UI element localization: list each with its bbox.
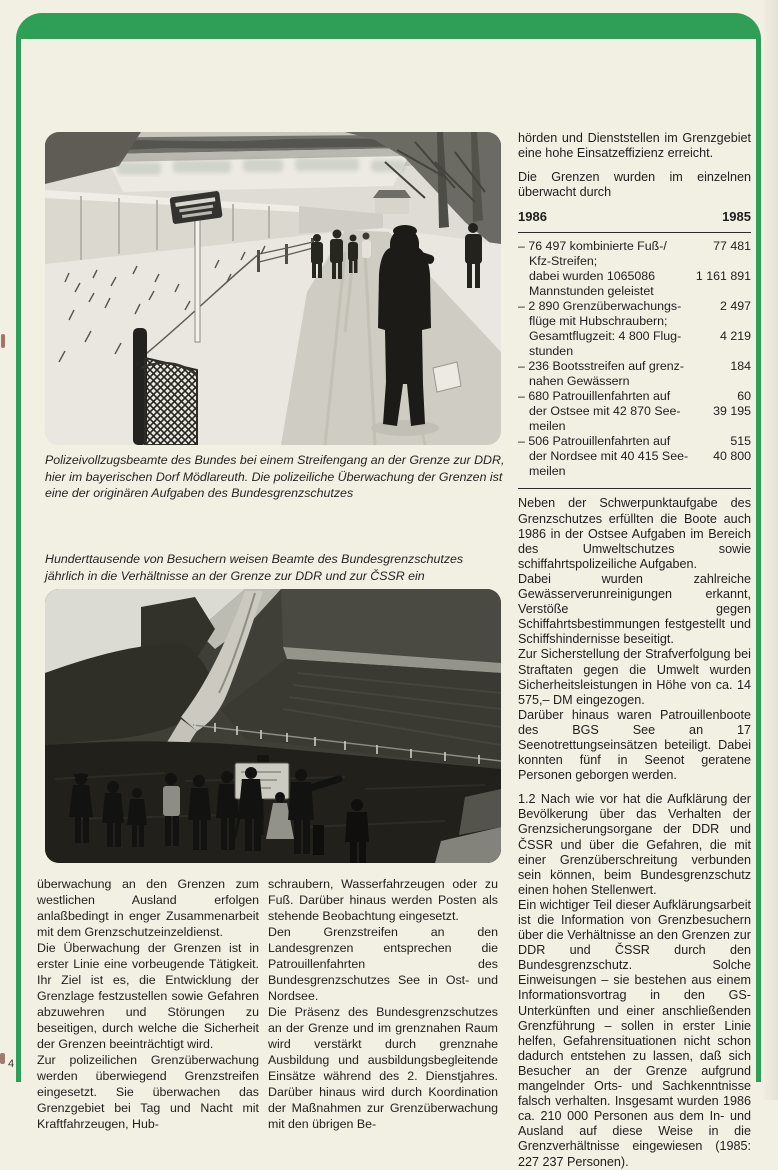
right-column <box>518 131 751 1170</box>
table-row <box>518 449 751 464</box>
photo2-caption: Hunderttausende von Besuchern weisen Beamte des Bundesgrenzschutzes jährlich in die Verhältnisse an der Grenze zur DDR und zur ČSSR ein <box>45 552 464 583</box>
paragraph: Neben der Schwerpunktaufgabe des Grenzschutzes erfüllten die Boote auch 1986 in der Ostsee Aufgaben im Bereich des Umweltschutzes sowie schiffahrtspolizeiliche Aufgaben. <box>518 496 751 571</box>
table-row <box>518 389 751 404</box>
page-number: 4 <box>8 1058 15 1070</box>
table-rule-bottom <box>518 488 751 489</box>
paragraph: Die Präsenz des Bundesgrenzschutzes an der Grenze und im grenznahen Raum wird verstärkt durch grenznahe Ausbildung und ausbildungsbegleitende Einsätze während des 2. Dienstjahres. Darüber hinaus wird durch Koordination der Maßnahmen zur Grenzüberwachung mit den übrigen Be- <box>268 1005 498 1131</box>
table-cell-1986: – 506 Patrouillenfahrten auf <box>518 434 671 449</box>
year-1986-label: 1986 <box>518 209 547 225</box>
paragraph: Darüber hinaus waren Patrouillenboote des BGS See an 17 Seenotrettungseinsätzen beteiligt. Dabei konnten fünf in Seenot geratene Personen geborgen werden. <box>518 707 751 783</box>
table-row <box>518 329 751 344</box>
distant-figures <box>311 230 358 280</box>
table-row <box>518 359 751 374</box>
table-row <box>518 269 751 284</box>
paragraph: überwachung an den Grenzen zum westlichen Ausland erfolgen anlaßbedingt in enger Zusammenarbeit mit dem Grenzschutzeinzeldienst. <box>37 877 259 939</box>
table-cell-1986: – 76 497 kombinierte Fuß-/ <box>518 239 667 254</box>
table-cell-1986: meilen <box>529 464 566 479</box>
table-year-header <box>518 209 751 224</box>
table-row <box>518 344 751 359</box>
table-row <box>518 374 751 389</box>
photo-border-visitors <box>45 589 501 863</box>
table-cell-1986: der Ostsee mit 42 870 See- <box>529 404 681 419</box>
paragraph: 1.2 Nach wie vor hat die Aufklärung der Bevölkerung über das Verhalten der Grenzsicherungsorgane der DDR und ČSSR und über die Gefahren, die mit einer Grenzüberschreitung verbunden sein können, beim Bundesgrenzschutz einen hohen Stellenwert. <box>518 792 751 897</box>
scan-artifact <box>1 334 5 348</box>
paragraph: Dabei wurden zahlreiche Gewässerverunreinigungen erkannt, Verstöße gegen Schiffahrtsbestimmungen festgestellt und Schiffshindernisse beseitigt. <box>518 571 751 647</box>
table-cell-1986: Mannstunden geleistet <box>529 284 654 299</box>
table-cell-1985: 77 481 <box>713 239 751 254</box>
paragraph: hörden und Dienststellen im Grenzgebiet eine hohe Einsatzeffizienz erreicht. <box>518 131 751 161</box>
table-row <box>518 314 751 329</box>
year-1985-label: 1985 <box>722 209 751 225</box>
paragraph: Zur Sicherstellung der Strafverfolgung bei Straftaten gegen die Umwelt wurden Sicherheitsleistungen in Höhe von ca. 14 575,– DM eingezogen. <box>518 647 751 707</box>
mesh-fence <box>145 358 197 445</box>
table-cell-1985 <box>701 254 751 269</box>
table-cell-1986: flüge mit Hubschraubern; <box>529 314 668 329</box>
table-cell-1985 <box>701 344 751 359</box>
table-row <box>518 299 751 314</box>
table-cell-1986: – 680 Patrouillenfahrten auf <box>518 389 671 404</box>
sign-post <box>195 220 200 342</box>
table-cell-1986: stunden <box>529 344 574 359</box>
table-cell-1986: – 2 890 Grenzüberwachungs- <box>518 299 682 314</box>
table-row <box>518 239 751 254</box>
sea-duties-paragraphs <box>518 496 751 783</box>
table-row <box>518 404 751 419</box>
bottom-middle-column <box>268 876 498 1132</box>
scan-edge-shadow <box>762 0 778 1100</box>
table-cell-1986: Kfz-Streifen; <box>529 254 598 269</box>
table-cell-1985: 60 <box>737 389 751 404</box>
table-cell-1985: 515 <box>730 434 751 449</box>
table-row <box>518 434 751 449</box>
table-cell-1986: dabei wurden 1065086 <box>529 269 656 284</box>
table-row <box>518 284 751 299</box>
table-cell-1985 <box>701 419 751 434</box>
photo-border-patrol-winter <box>45 132 501 445</box>
table-cell-1985: 2 497 <box>719 299 751 314</box>
table-cell-1985: 40 800 <box>713 449 751 464</box>
table-cell-1985: 39 195 <box>713 404 751 419</box>
table-cell-1985 <box>701 314 751 329</box>
table-cell-1985 <box>701 464 751 479</box>
table-row <box>518 464 751 479</box>
table-cell-1985 <box>701 374 751 389</box>
paragraph: Die Grenzen wurden im einzelnen überwacht durch <box>518 170 751 200</box>
guard-bag <box>433 362 461 392</box>
bottom-left-column <box>37 876 259 1132</box>
photo2-image <box>45 589 501 863</box>
photo1-caption: Polizeivollzugsbeamte des Bundes bei einem Streifengang an der Grenze zur DDR, hier im bayerischen Dorf Mödlareuth. Die polizeiliche Überwachung der Grenzen ist eine der originären Aufgaben des Bundesgrenzschutzes <box>45 453 505 500</box>
paragraph: schraubern, Wasserfahrzeugen oder zu Fuß. Darüber hinaus werden Posten als stehende Beobachtung eingesetzt. <box>268 877 498 923</box>
paragraph: Den Grenzstreifen an den Landesgrenzen entsprechen die Patrouillenfahrten des Bundesgrenzschutzes See in Ost- und Nordsee. <box>268 925 498 1003</box>
paragraph: Zur polizeilichen Grenzüberwachung werden überwiegend Grenzstreifen eingesetzt. Sie überwachen das Grenzgebiet bei Tag und Nacht mit Kraftfahrzeugen, Hub- <box>37 1053 259 1131</box>
table-cell-1985: 1 161 891 <box>695 269 751 284</box>
public-information-paragraphs <box>518 792 751 1169</box>
table-cell-1986: der Nordsee mit 40 415 See- <box>529 449 689 464</box>
border-surveillance-statistics-table <box>518 239 751 479</box>
scan-artifact <box>0 1053 5 1064</box>
table-row <box>518 254 751 269</box>
table-cell-1985: 184 <box>730 359 751 374</box>
intro-paragraphs <box>518 131 751 200</box>
paragraph: Die Überwachung der Grenzen ist in erster Linie eine vorbeugende Tätigkeit. Ihr Ziel ist es, die Entwicklung der Grenzlage festzustellen sowie Gefahren abzuwehren und Störungen zu beseitigen, durch welche die Sicherheit der Grenzen beeinträchtigt wird. <box>37 941 259 1051</box>
paragraph: Ein wichtiger Teil dieser Aufklärungsarbeit ist die Information von Grenzbesuchern über die Verhältnisse an den Grenzen zur DDR und ČSSR durch den Bundesgrenzschutz. Solche Einweisungen – sie bestehen aus einem Informationsvortrag in den GS-Unterkünften und einer anschließenden Grenzführung – sollen in erster Linie helfen, Gefahrensituationen nicht schon dadurch entstehen zu lassen, daß sich Besucher an der Grenze aufgrund mangelnder Orts- und Sachkenntnisse falsch verhalten. Insgesamt wurden 1986 ca. 210 000 Personen aus dem In- und Ausland auf diese Weise in die Grenzverhältnisse eingewiesen (1985: 227 237 Personen). <box>518 897 751 1169</box>
table-row <box>518 419 751 434</box>
table-cell-1985: 4 219 <box>719 329 751 344</box>
table-cell-1986: – 236 Bootsstreifen auf grenz- <box>518 359 684 374</box>
table-rule-top <box>518 232 751 233</box>
table-cell-1986: Gesamtflugzeit: 4 800 Flug- <box>529 329 682 344</box>
photo1-image <box>45 132 501 445</box>
table-cell-1985 <box>701 284 751 299</box>
table-cell-1986: meilen <box>529 419 566 434</box>
table-cell-1986: nahen Gewässern <box>529 374 630 389</box>
